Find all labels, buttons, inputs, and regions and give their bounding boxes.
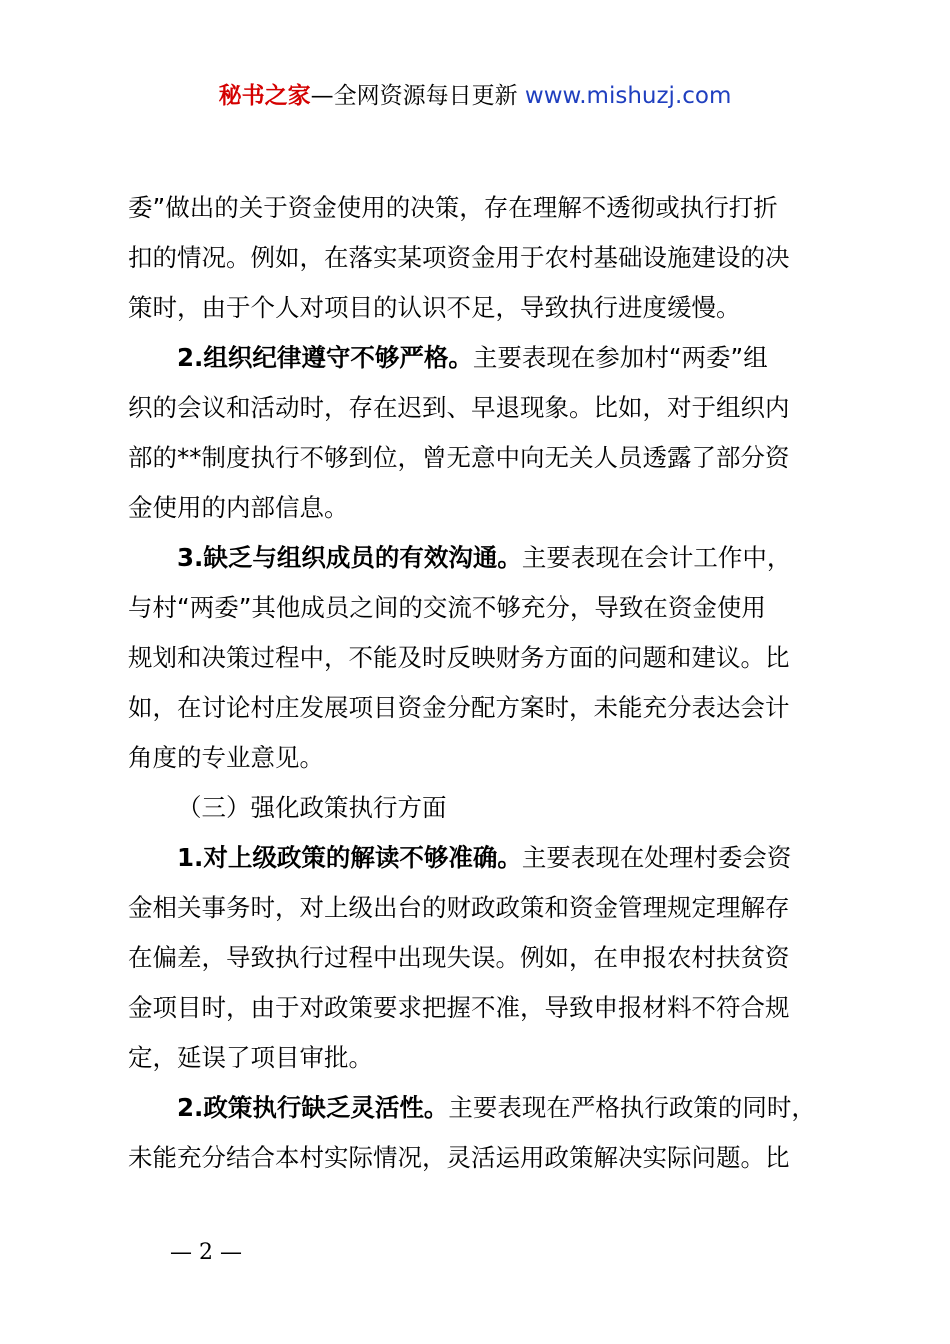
line-text: 未能充分结合本村实际情况，灵活运用政策解决实际问题。比	[128, 1143, 790, 1172]
line-text: 如，在讨论村庄发展项目资金分配方案时，未能充分表达会计	[128, 693, 790, 722]
item-heading: 2.政策执行缺乏灵活性。	[177, 1093, 449, 1122]
line-text: 策时，由于个人对项目的认识不足，导致执行进度缓慢。	[128, 293, 741, 322]
site-url[interactable]: www.mishuzj.com	[524, 83, 732, 109]
text-line	[128, 433, 834, 483]
line-text: 规划和决策过程中，不能及时反映财务方面的问题和建议。比	[128, 643, 790, 672]
line-text: 金相关事务时，对上级出台的财政政策和资金管理规定理解存	[128, 893, 790, 922]
text-line	[128, 283, 834, 333]
text-line	[128, 683, 834, 733]
text-line	[128, 1133, 834, 1183]
text-line	[128, 233, 834, 283]
paragraph-start	[128, 833, 834, 883]
text-line	[128, 583, 834, 633]
text-line	[128, 183, 834, 233]
line-text: 主要表现在参加村“两委”组	[472, 343, 768, 372]
line-text: （三）强化政策执行方面	[177, 793, 447, 822]
line-text: 在偏差，导致执行过程中出现失误。例如，在申报农村扶贫资	[128, 943, 790, 972]
site-brand: 秘书之家	[218, 83, 311, 109]
line-text: 主要表现在处理村委会资	[521, 843, 792, 872]
page-header	[0, 80, 950, 112]
line-text: 定，延误了项目审批。	[128, 1043, 373, 1072]
text-line	[128, 383, 834, 433]
document-body	[128, 183, 834, 1183]
item-heading: 3.缺乏与组织成员的有效沟通。	[177, 543, 522, 572]
section-heading	[128, 783, 834, 833]
text-line	[128, 983, 834, 1033]
line-text: 与村“两委”其他成员之间的交流不够充分，导致在资金使用	[128, 593, 766, 622]
text-line	[128, 933, 834, 983]
paragraph-start	[128, 333, 834, 383]
line-text: 角度的专业意见。	[128, 743, 324, 772]
item-heading: 2.组织纪律遵守不够严格。	[177, 343, 473, 372]
page-number: — 2 —	[170, 1240, 242, 1265]
line-text: 主要表现在会计工作中，	[521, 543, 792, 572]
text-line	[128, 733, 834, 783]
text-line	[128, 883, 834, 933]
item-heading: 1.对上级政策的解读不够准确。	[177, 843, 522, 872]
line-text: 织的会议和活动时，存在迟到、早退现象。比如，对于组织内	[128, 393, 790, 422]
line-text: 委”做出的关于资金使用的决策，存在理解不透彻或执行打折	[128, 193, 778, 222]
text-line	[128, 1033, 834, 1083]
paragraph-start	[128, 1083, 834, 1133]
line-text: 金使用的内部信息。	[128, 493, 349, 522]
line-text: 金项目时，由于对政策要求把握不准，导致申报材料不符合规	[128, 993, 790, 1022]
line-text: 部的**制度执行不够到位，曾无意中向无关人员透露了部分资	[128, 443, 790, 472]
paragraph-start	[128, 533, 834, 583]
text-line	[128, 483, 834, 533]
line-text: 主要表现在严格执行政策的同时，	[448, 1093, 816, 1122]
line-text: 扣的情况。例如，在落实某项资金用于农村基础设施建设的决	[128, 243, 790, 272]
site-tagline: —全网资源每日更新	[310, 83, 518, 109]
text-line	[128, 633, 834, 683]
